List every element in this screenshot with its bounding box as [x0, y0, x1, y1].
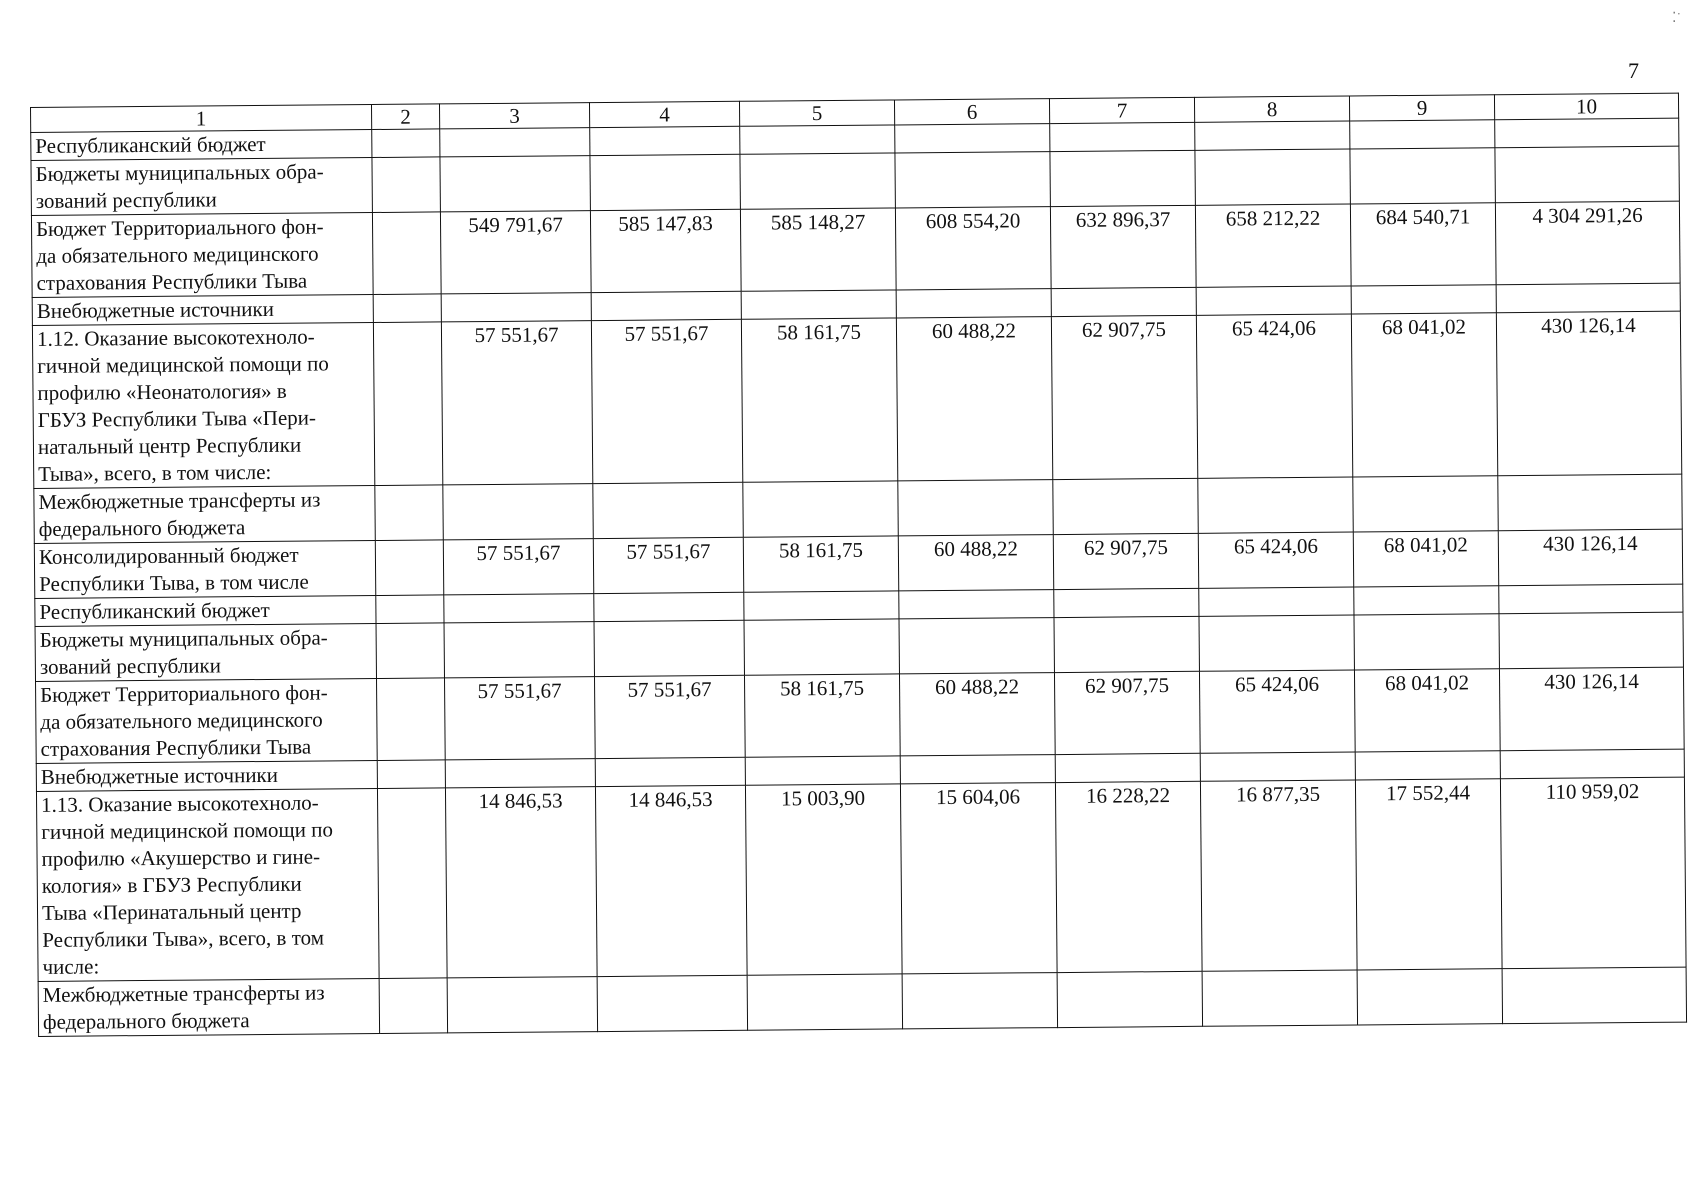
cell-col-3 — [443, 484, 593, 540]
cell-col-7: 632 896,37 — [1050, 205, 1196, 288]
cell-col-9 — [1354, 614, 1499, 670]
page-number: 7 — [1628, 58, 1639, 83]
cell-col-10: 430 126,14 — [1499, 667, 1684, 751]
cell-col-9: 68 041,02 — [1353, 531, 1498, 587]
cell-col-2 — [376, 623, 444, 679]
cell-col-10 — [1495, 118, 1679, 148]
cell-col-6: 608 554,20 — [895, 207, 1051, 290]
cell-col-3 — [440, 156, 590, 212]
cell-col-6 — [899, 618, 1054, 674]
row-label: Бюджет Территориального фон- да обязательного медицинского страхования Республики Тыва — [36, 678, 378, 763]
cell-col-8: 65 424,06 — [1199, 670, 1355, 753]
cell-col-2 — [373, 294, 441, 323]
cell-col-4: 585 147,83 — [590, 209, 741, 292]
cell-col-8 — [1199, 587, 1354, 616]
column-number-4: 4 — [589, 101, 739, 127]
cell-col-7 — [1050, 122, 1195, 151]
column-number-9: 9 — [1349, 95, 1494, 121]
cell-col-3: 57 551,67 — [443, 539, 593, 595]
cell-col-6: 60 488,22 — [896, 317, 1052, 481]
cell-col-2 — [377, 788, 447, 979]
cell-col-5 — [740, 125, 895, 154]
cell-col-9: 684 540,71 — [1350, 203, 1496, 286]
cell-col-4 — [597, 975, 747, 1031]
column-number-8: 8 — [1194, 96, 1349, 122]
cell-col-10: 4 304 291,26 — [1495, 201, 1680, 285]
cell-col-5: 58 161,75 — [741, 318, 897, 482]
column-number-5: 5 — [739, 100, 894, 126]
cell-col-8 — [1195, 121, 1350, 150]
row-label: Республиканский бюджет — [31, 130, 372, 161]
cell-col-6 — [900, 755, 1055, 784]
row-label: 1.12. Оказание высокотехноло- гичной медицинской помощи по профилю «Неонатология» в ГБУЗ Республики Тыва «Пери- натальный центр Республики Тыва», всего, в том числе: — [32, 323, 374, 489]
cell-col-6: 60 488,22 — [898, 535, 1053, 591]
row-label: Внебюджетные источники — [36, 760, 377, 791]
cell-col-4: 57 551,67 — [594, 675, 745, 758]
cell-col-8 — [1195, 149, 1350, 205]
cell-col-9 — [1357, 969, 1502, 1025]
cell-col-7: 62 907,75 — [1051, 315, 1197, 479]
cell-col-7 — [1057, 971, 1202, 1027]
cell-col-8: 65 424,06 — [1196, 314, 1352, 478]
cell-col-10 — [1499, 612, 1683, 669]
cell-col-4: 57 551,67 — [593, 537, 743, 593]
column-number-10: 10 — [1494, 93, 1678, 120]
cell-col-2 — [377, 760, 445, 789]
row-label: Республиканский бюджет — [35, 596, 376, 627]
table-row — [31, 201, 1680, 297]
column-number-6: 6 — [894, 99, 1049, 125]
cell-col-4 — [593, 482, 743, 538]
column-number-2: 2 — [371, 104, 439, 130]
cell-col-3 — [440, 128, 590, 157]
cell-col-6 — [895, 124, 1050, 153]
row-label: Бюджеты муниципальных обра- зований республики — [35, 624, 376, 682]
cell-col-4 — [594, 592, 744, 621]
cell-col-9: 68 041,02 — [1354, 669, 1500, 752]
table-row — [32, 311, 1681, 488]
cell-col-5 — [741, 290, 896, 319]
cell-col-4: 14 846,53 — [595, 785, 747, 976]
cell-col-10: 430 126,14 — [1498, 529, 1682, 586]
cell-col-9 — [1350, 148, 1495, 204]
cell-col-9: 68 041,02 — [1351, 313, 1497, 477]
cell-col-3 — [444, 622, 594, 678]
column-number-1: 1 — [31, 105, 372, 133]
table-body — [31, 93, 1687, 1036]
cell-col-5 — [745, 756, 900, 785]
cell-col-3: 14 846,53 — [445, 787, 597, 978]
cell-col-10 — [1496, 283, 1680, 313]
row-label: 1.13. Оказание высокотехноло- гичной медицинской помощи по профилю «Акушерство и гине- кология» в ГБУЗ Республики Тыва «Перинатальный центр Республики Тыва», всего, в том числе: — [36, 788, 379, 981]
column-number-3: 3 — [439, 103, 589, 129]
cell-col-2 — [372, 212, 441, 295]
cell-col-2 — [377, 678, 446, 761]
cell-col-9 — [1350, 120, 1495, 149]
cell-col-7 — [1050, 150, 1195, 206]
cell-col-4 — [594, 620, 744, 676]
cell-col-5 — [740, 153, 895, 209]
cell-col-8 — [1200, 752, 1355, 781]
column-number-7: 7 — [1049, 97, 1194, 123]
cell-col-3 — [444, 594, 594, 623]
cell-col-5: 585 148,27 — [740, 208, 896, 291]
cell-col-8: 16 877,35 — [1200, 780, 1357, 971]
cell-col-8 — [1199, 615, 1354, 671]
cell-col-3 — [445, 759, 595, 788]
table-row — [36, 667, 1685, 763]
cell-col-3 — [447, 977, 597, 1033]
cell-col-9 — [1351, 285, 1496, 314]
cell-col-9 — [1354, 586, 1499, 615]
cell-col-10 — [1495, 146, 1679, 203]
cell-col-2 — [375, 485, 443, 541]
table-row — [36, 777, 1686, 981]
cell-col-7 — [1053, 478, 1198, 534]
cell-col-7: 62 907,75 — [1053, 533, 1198, 589]
cell-col-9 — [1355, 751, 1500, 780]
cell-col-10: 430 126,14 — [1496, 311, 1681, 476]
cell-col-9 — [1353, 476, 1498, 532]
cell-col-10 — [1498, 474, 1682, 531]
cell-col-6 — [899, 590, 1054, 619]
cell-col-7 — [1051, 287, 1196, 316]
cell-col-8: 65 424,06 — [1198, 532, 1353, 588]
cell-col-3: 57 551,67 — [444, 677, 595, 760]
cell-col-10 — [1500, 749, 1684, 779]
cell-col-4 — [591, 291, 741, 320]
row-label: Бюджет Территориального фон- да обязательного медицинского страхования Республики Тыва — [31, 213, 373, 298]
cell-col-6: 15 604,06 — [900, 783, 1057, 974]
cell-col-7 — [1054, 588, 1199, 617]
cell-col-3 — [441, 293, 591, 322]
scan-artifact: ⁚˙ — [1672, 11, 1682, 26]
cell-col-10 — [1499, 584, 1683, 614]
cell-col-5: 58 161,75 — [743, 536, 898, 592]
cell-col-7: 62 907,75 — [1054, 671, 1200, 754]
cell-col-2 — [372, 129, 440, 158]
cell-col-4 — [590, 154, 740, 210]
row-label: Внебюджетные источники — [32, 295, 373, 326]
cell-col-6 — [896, 289, 1051, 318]
cell-col-3: 57 551,67 — [441, 321, 592, 485]
cell-col-6 — [898, 480, 1053, 536]
cell-col-8 — [1198, 477, 1353, 533]
cell-col-6 — [895, 152, 1050, 208]
cell-col-10 — [1502, 967, 1686, 1024]
cell-col-7 — [1054, 616, 1199, 672]
row-label: Бюджеты муниципальных обра- зований республики — [31, 158, 372, 216]
row-label: Межбюджетные трансферты из федерального бюджета — [34, 486, 375, 544]
cell-col-3: 549 791,67 — [440, 211, 591, 294]
row-label: Консолидированный бюджет Республики Тыва, в том числе — [34, 541, 375, 599]
cell-col-5 — [744, 619, 899, 675]
cell-col-7: 16 228,22 — [1055, 781, 1202, 972]
cell-col-5: 15 003,90 — [745, 784, 902, 975]
cell-col-10: 110 959,02 — [1500, 777, 1686, 969]
cell-col-5 — [743, 481, 898, 537]
cell-col-7 — [1055, 753, 1200, 782]
cell-col-6: 60 488,22 — [899, 673, 1055, 756]
cell-col-2 — [379, 978, 447, 1034]
cell-col-9: 17 552,44 — [1355, 779, 1502, 970]
cell-col-4 — [595, 757, 745, 786]
row-label: Межбюджетные трансферты из федерального бюджета — [38, 978, 379, 1036]
budget-table — [30, 93, 1687, 1037]
cell-col-5 — [744, 591, 899, 620]
cell-col-8 — [1196, 286, 1351, 315]
cell-col-2 — [373, 322, 442, 486]
cell-col-5: 58 161,75 — [744, 674, 900, 757]
cell-col-6 — [902, 973, 1057, 1029]
cell-col-4: 57 551,67 — [591, 319, 742, 483]
cell-col-5 — [747, 974, 902, 1030]
cell-col-4 — [590, 126, 740, 155]
cell-col-8: 658 212,22 — [1195, 204, 1351, 287]
cell-col-2 — [376, 595, 444, 624]
cell-col-2 — [375, 540, 443, 596]
cell-col-2 — [372, 157, 440, 213]
cell-col-8 — [1202, 970, 1357, 1026]
